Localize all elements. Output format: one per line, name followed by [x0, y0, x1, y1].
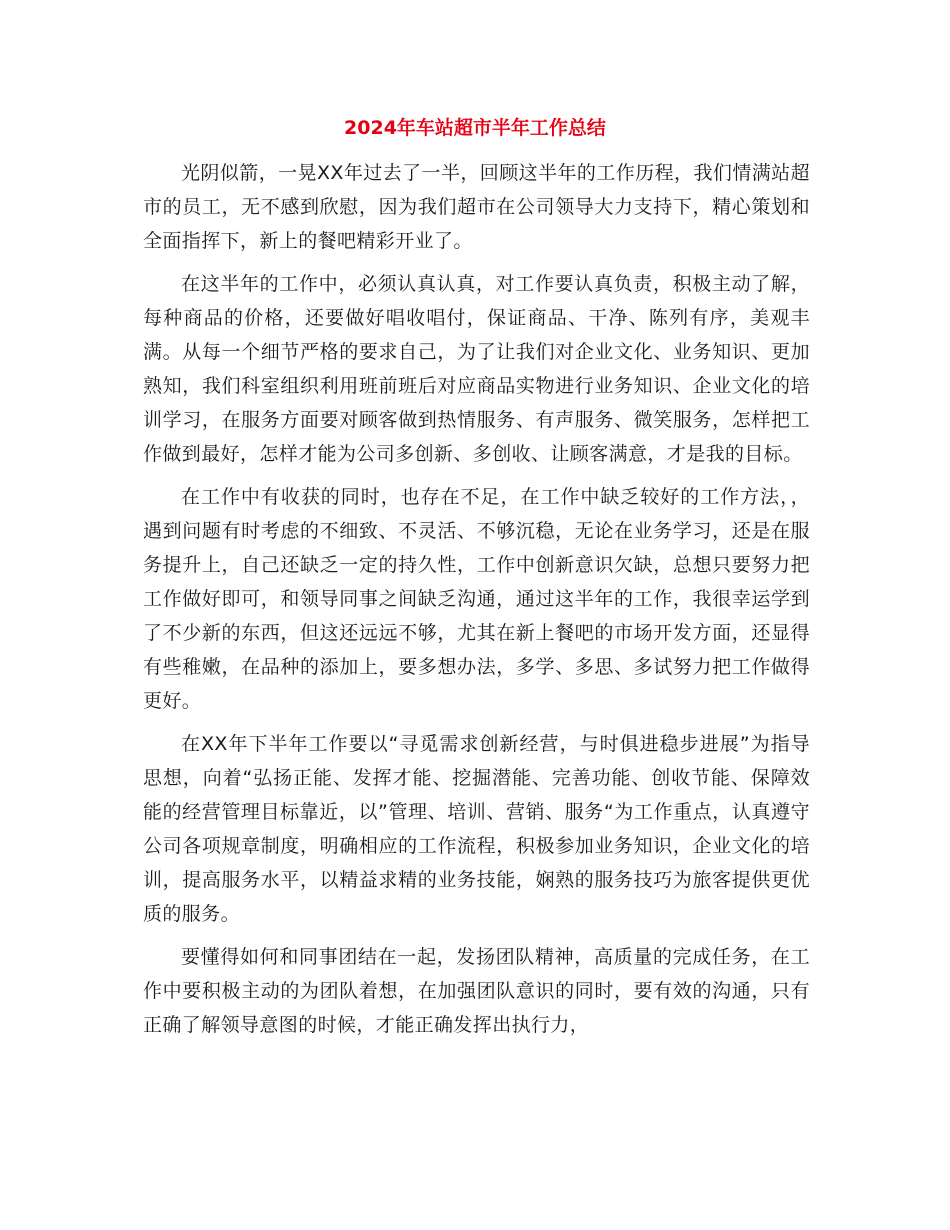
document-title: 2024年车站超市半年工作总结 — [344, 117, 606, 139]
paragraph-5: 要懂得如何和同事团结在一起，发扬团队精神，高质量的完成任务，在工作中要积极主动的为团队着想，在加强团队意识的同时，要有效的沟通，只有正确了解领导意图的时候，才能正确发挥出执行力， — [143, 946, 810, 1036]
paragraph-4: 在XX年下半年工作要以“寻觅需求创新经营，与时俱进稳步进展”为指导思想，向着“弘扬正能、发挥才能、挖掘潜能、完善功能、创收节能、保障效能的经营管理目标靠近，以”管理、培训、营销、服务“为工作重点，认真遵守公司各项规章制度，明确相应的工作流程，积极参加业务知识，企业文化的培训，提高服务水平，以精益求精的业务技能，娴熟的服务技巧为旅客提供更优质的服务。 — [143, 733, 810, 925]
document-body — [143, 156, 810, 1051]
paragraph-3: 在工作中有收获的同时，也存在不足，在工作中缺乏较好的工作方法，，遇到问题有时考虑的不细致、不灵活、不够沉稳，无论在业务学习，还是在服务提升上，自己还缺乏一定的持久性，工作中创新意识欠缺，总想只要努力把工作做好即可，和领导同事之间缺乏沟通，通过这半年的工作，我很幸运学到了不少新的东西，但这还远远不够，尤其在新上餐吧的市场开发方面，还显得有些稚嫩，在品种的添加上，要多想办法，多学、多思、多试努力把工作做得更好。 — [143, 486, 810, 712]
paragraph-2: 在这半年的工作中，必须认真认真，对工作要认真负责，积极主动了解，每种商品的价格，还要做好唱收唱付，保证商品、干净、陈列有序，美观丰满。从每一个细节严格的要求自己，为了让我们对企业文化、业务知识、更加熟知，我们科室组织利用班前班后对应商品实物进行业务知识、企业文化的培训学习，在服务方面要对顾客做到热情服务、有声服务、微笑服务，怎样把工作做到最好，怎样才能为公司多创新、多创收、让顾客满意，才是我的目标。 — [143, 273, 810, 465]
paragraph-1: 光阴似箭，一晃XX年过去了一半，回顾这半年的工作历程，我们情满站超市的员工，无不感到欣慰，因为我们超市在公司领导大力支持下，精心策划和全面指挥下，新上的餐吧精彩开业了。 — [143, 162, 810, 252]
